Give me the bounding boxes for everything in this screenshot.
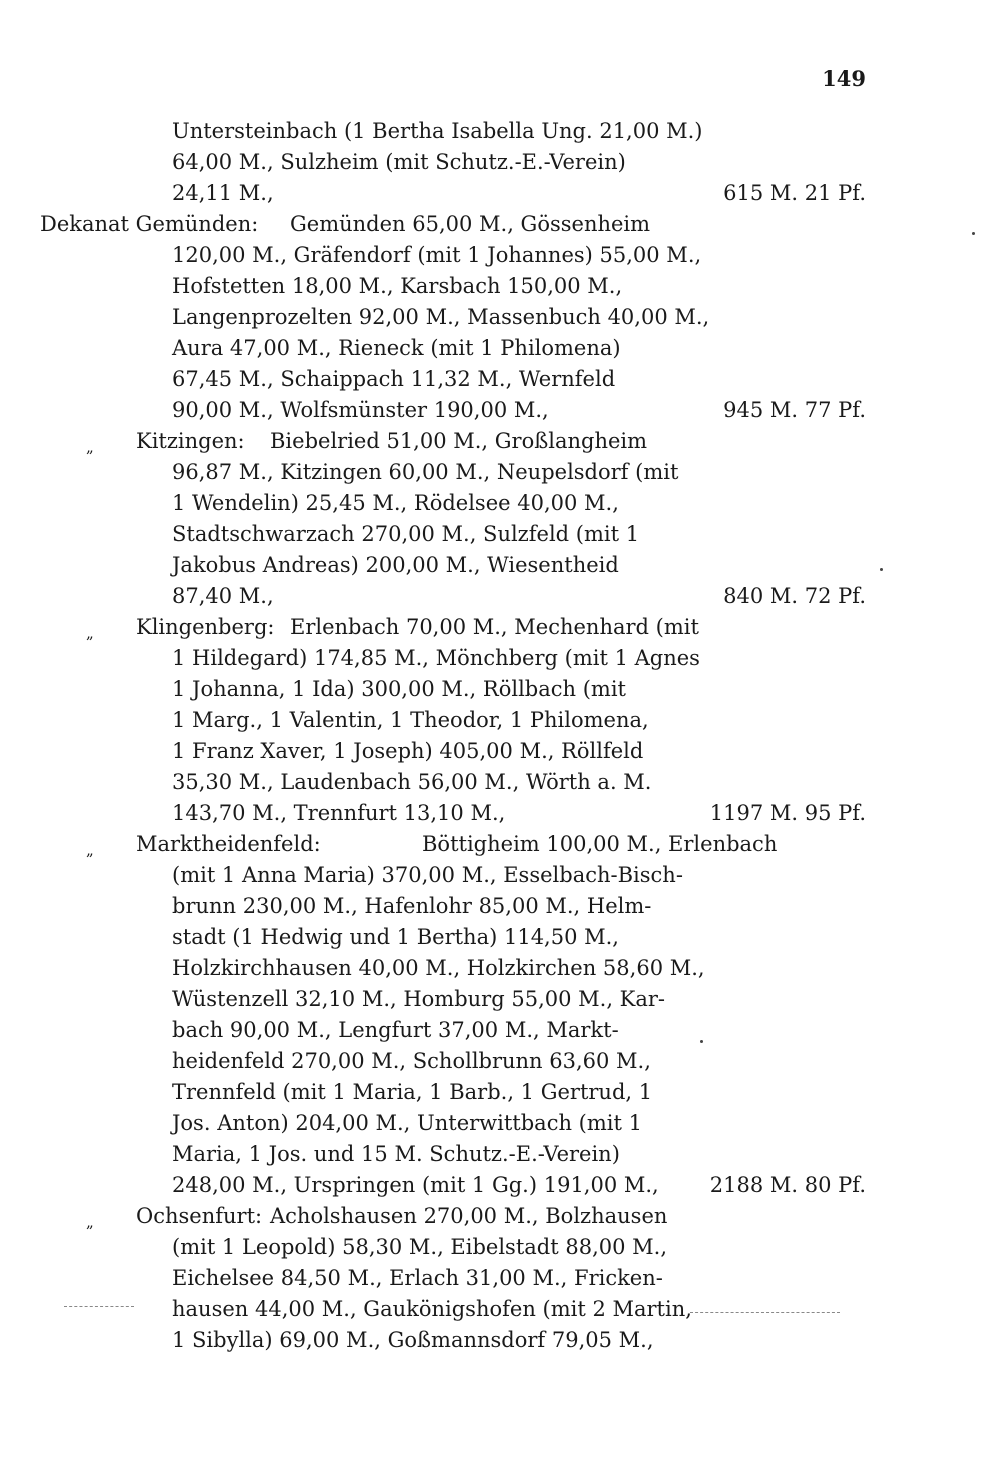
entry-line <box>0 953 1000 984</box>
entry-line <box>0 922 1000 953</box>
entry-text: 1 Sibylla) 69,00 M., Goßmannsdorf 79,05 M., <box>172 1328 654 1352</box>
deanery-label: Kitzingen: <box>136 429 245 453</box>
entry-line <box>0 364 1000 395</box>
entry-text: 64,00 M., Sulzheim (mit Schutz.-E.-Verein) <box>172 150 626 174</box>
entry-line <box>0 798 1000 829</box>
ditto-mark: „ <box>86 841 94 859</box>
entry-text: 1 Wendelin) 25,45 M., Rödelsee 40,00 M., <box>172 491 619 515</box>
entry-line <box>0 395 1000 426</box>
entry-line <box>0 333 1000 364</box>
entry-text: Jakobus Andreas) 200,00 M., Wiesentheid <box>172 553 619 577</box>
entry-total: 615 M. 21 Pf. <box>723 181 866 205</box>
entry-line <box>0 426 1000 457</box>
entry-line <box>0 1294 1000 1325</box>
entry-line <box>0 891 1000 922</box>
entry-text: 67,45 M., Schaippach 11,32 M., Wernfeld <box>172 367 616 391</box>
entry-text: (mit 1 Leopold) 58,30 M., Eibelstadt 88,00 M., <box>172 1235 667 1259</box>
entry-text: Langenprozelten 92,00 M., Massenbuch 40,00 M., <box>172 305 710 329</box>
entry-line <box>0 302 1000 333</box>
entry-text: heidenfeld 270,00 M., Schollbrunn 63,60 M., <box>172 1049 651 1073</box>
entry-line <box>0 550 1000 581</box>
entry-text: 1 Franz Xaver, 1 Joseph) 405,00 M., Röllfeld <box>172 739 644 763</box>
entry-line <box>0 1015 1000 1046</box>
deanery-label: Marktheidenfeld: <box>136 832 321 856</box>
entry-line <box>0 1201 1000 1232</box>
entry-line <box>0 643 1000 674</box>
entry-line <box>0 674 1000 705</box>
entry-total: 840 M. 72 Pf. <box>723 584 866 608</box>
entry-line <box>0 240 1000 271</box>
entry-text: Acholshausen 270,00 M., Bolzhausen <box>270 1204 668 1228</box>
entry-text: 1 Johanna, 1 Ida) 300,00 M., Röllbach (mit <box>172 677 626 701</box>
entry-line <box>0 116 1000 147</box>
entry-line <box>0 829 1000 860</box>
entry-text: Biebelried 51,00 M., Großlangheim <box>270 429 648 453</box>
entry-total: 1197 M. 95 Pf. <box>709 801 866 825</box>
entry-text: Erlenbach 70,00 M., Mechenhard (mit <box>290 615 699 639</box>
entry-text: Böttigheim 100,00 M., Erlenbach <box>422 832 778 856</box>
entry-line <box>0 736 1000 767</box>
deanery-label: Ochsenfurt: <box>136 1204 263 1228</box>
entry-line <box>0 178 1000 209</box>
entry-text: 96,87 M., Kitzingen 60,00 M., Neupelsdorf (mit <box>172 460 679 484</box>
entry-text: 87,40 M., <box>172 584 274 608</box>
scan-artifact <box>64 1306 134 1308</box>
entry-line <box>0 581 1000 612</box>
entry-text: Stadtschwarzach 270,00 M., Sulzfeld (mit 1 <box>172 522 640 546</box>
entry-text: 1 Marg., 1 Valentin, 1 Theodor, 1 Philomena, <box>172 708 649 732</box>
entry-line <box>0 488 1000 519</box>
entry-text: 90,00 M., Wolfsmünster 190,00 M., <box>172 398 549 422</box>
entry-text: Gemünden 65,00 M., Gössenheim <box>290 212 651 236</box>
entry-line <box>0 705 1000 736</box>
entry-text: stadt (1 Hedwig und 1 Bertha) 114,50 M., <box>172 925 619 949</box>
entry-text: 1 Hildegard) 174,85 M., Mönchberg (mit 1 Agnes <box>172 646 700 670</box>
deanery-label: Klingenberg: <box>136 615 275 639</box>
entry-line <box>0 271 1000 302</box>
entry-line <box>0 1232 1000 1263</box>
entry-line <box>0 1325 1000 1356</box>
ditto-mark: „ <box>86 1213 94 1231</box>
entry-line <box>0 1139 1000 1170</box>
entry-text: Wüstenzell 32,10 M., Homburg 55,00 M., Kar- <box>172 987 666 1011</box>
entry-text: brunn 230,00 M., Hafenlohr 85,00 M., Helm- <box>172 894 652 918</box>
entry-text: Hofstetten 18,00 M., Karsbach 150,00 M., <box>172 274 623 298</box>
entry-line <box>0 984 1000 1015</box>
entry-line <box>0 457 1000 488</box>
entry-line <box>0 1170 1000 1201</box>
scan-artifact <box>690 1312 840 1314</box>
entry-line <box>0 1077 1000 1108</box>
entry-text: 143,70 M., Trennfurt 13,10 M., <box>172 801 506 825</box>
entry-total: 945 M. 77 Pf. <box>723 398 866 422</box>
donation-list <box>0 116 1000 1356</box>
entry-text: Eichelsee 84,50 M., Erlach 31,00 M., Fricken- <box>172 1266 663 1290</box>
entry-text: Untersteinbach (1 Bertha Isabella Ung. 21,00 M.) <box>172 119 703 143</box>
entry-line <box>0 1108 1000 1139</box>
scan-speck <box>700 1040 703 1043</box>
entry-line <box>0 519 1000 550</box>
entry-line <box>0 612 1000 643</box>
entry-text: Trennfeld (mit 1 Maria, 1 Barb., 1 Gertrud, 1 <box>172 1080 653 1104</box>
scan-speck <box>972 232 975 235</box>
ditto-mark: „ <box>86 624 94 642</box>
entry-line <box>0 1046 1000 1077</box>
entry-text: bach 90,00 M., Lengfurt 37,00 M., Markt- <box>172 1018 619 1042</box>
entry-text: hausen 44,00 M., Gaukönigshofen (mit 2 Martin, <box>172 1297 692 1321</box>
entry-line <box>0 860 1000 891</box>
entry-text: 35,30 M., Laudenbach 56,00 M., Wörth a. M. <box>172 770 652 794</box>
scan-speck <box>880 568 883 571</box>
entry-total: 2188 M. 80 Pf. <box>709 1173 866 1197</box>
entry-text: Holzkirchhausen 40,00 M., Holzkirchen 58,60 M., <box>172 956 705 980</box>
deanery-label: Dekanat Gemünden: <box>40 212 259 236</box>
entry-line <box>0 209 1000 240</box>
entry-text: Aura 47,00 M., Rieneck (mit 1 Philomena) <box>172 336 621 360</box>
ditto-mark: „ <box>86 438 94 456</box>
entry-line <box>0 1263 1000 1294</box>
entry-text: 248,00 M., Urspringen (mit 1 Gg.) 191,00 M., <box>172 1173 659 1197</box>
entry-text: (mit 1 Anna Maria) 370,00 M., Esselbach-Bisch- <box>172 863 683 887</box>
entry-text: Maria, 1 Jos. und 15 M. Schutz.-E.-Verein) <box>172 1142 620 1166</box>
entry-line <box>0 147 1000 178</box>
entry-text: Jos. Anton) 204,00 M., Unterwittbach (mit 1 <box>172 1111 642 1135</box>
entry-line <box>0 767 1000 798</box>
entry-text: 120,00 M., Gräfendorf (mit 1 Johannes) 55,00 M., <box>172 243 702 267</box>
page-number: 149 <box>822 66 866 91</box>
entry-text: 24,11 M., <box>172 181 274 205</box>
